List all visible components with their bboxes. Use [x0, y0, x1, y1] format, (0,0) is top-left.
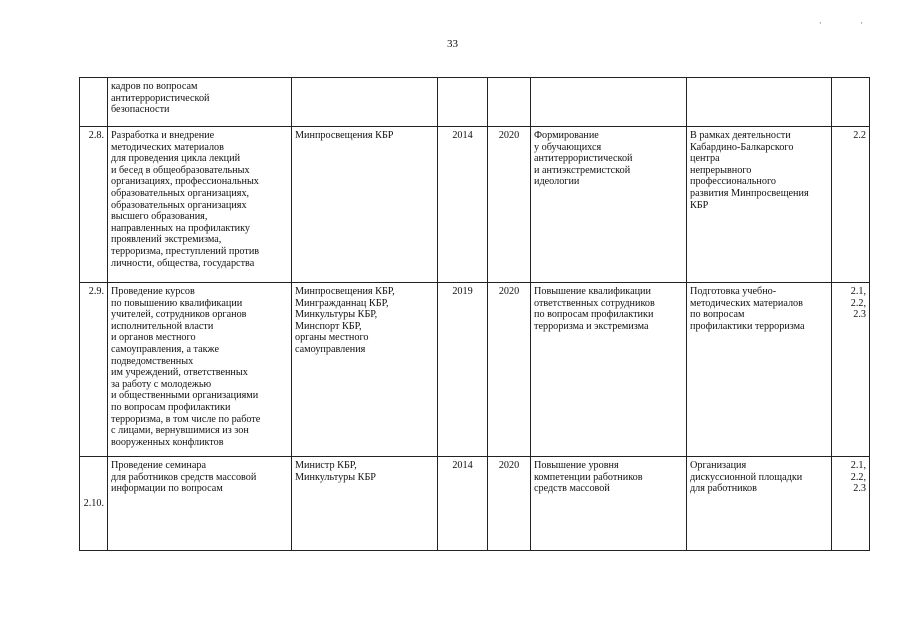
end-year-cell: 2020	[488, 457, 531, 551]
result-cell	[531, 78, 687, 127]
row-number: 2.8.	[80, 127, 108, 283]
table-row	[80, 127, 870, 283]
tasks-cell: 2.1, 2.2, 2.3	[832, 457, 870, 551]
executor-cell: Министр КБР, Минкультуры КБР	[292, 457, 438, 551]
page-number: 33	[447, 38, 458, 50]
action-plan-table	[79, 77, 870, 551]
indicator-cell: Организация дискуссионной площадки для работников	[687, 457, 832, 551]
action-cell: Проведение курсов по повышению квалификации учителей, сотрудников органов исполнительной власти и органов местного самоуправления, а также подведомственных им учреждений, ответственных за работу с молодежью и общественными организациями по вопросам профилактики терроризма, в том числе по работе с лицами, вернувшимися из зон вооруженных конфликтов	[108, 283, 292, 457]
result-cell: Повышение квалификации ответственных сотрудников по вопросам профилактики терроризма и экстремизма	[531, 283, 687, 457]
table-row	[80, 457, 870, 551]
result-cell: Формирование у обучающихся антитеррористической и антиэкстремистской идеологии	[531, 127, 687, 283]
tasks-cell: 2.2	[832, 127, 870, 283]
action-cell: Разработка и внедрение методических материалов для проведения цикла лекций и бесед в общеобразовательных организациях, профессиональных образовательных организациях, образовательных организациях высшего образования, направленных на профилактику проявлений экстремизма, терроризма, преступлений против личности, общества, государства	[108, 127, 292, 283]
start-year-cell: 2019	[438, 283, 488, 457]
action-cell: Проведение семинара для работников средств массовой информации по вопросам	[108, 457, 292, 551]
executor-cell	[292, 78, 438, 127]
start-year-cell: 2014	[438, 457, 488, 551]
executor-cell: Минпросвещения КБР, Мингражданнац КБР, Минкультуры КБР, Минспорт КБР, органы местного самоуправления	[292, 283, 438, 457]
start-year-cell	[438, 78, 488, 127]
scan-specks: · ·	[818, 18, 881, 28]
row-number	[80, 78, 108, 127]
row-number: 2.10.	[80, 457, 108, 551]
end-year-cell: 2020	[488, 283, 531, 457]
row-number: 2.9.	[80, 283, 108, 457]
indicator-cell: В рамках деятельности Кабардино-Балкарского центра непрерывного профессионального развития Минпросвещения КБР	[687, 127, 832, 283]
indicator-cell: Подготовка учебно- методических материалов по вопросам профилактики терроризма	[687, 283, 832, 457]
executor-cell: Минпросвещения КБР	[292, 127, 438, 283]
action-cell: кадров по вопросам антитеррористической безопасности	[108, 78, 292, 127]
start-year-cell: 2014	[438, 127, 488, 283]
end-year-cell: 2020	[488, 127, 531, 283]
table-row	[80, 283, 870, 457]
result-cell: Повышение уровня компетенции работников средств массовой	[531, 457, 687, 551]
table-row	[80, 78, 870, 127]
end-year-cell	[488, 78, 531, 127]
indicator-cell	[687, 78, 832, 127]
tasks-cell	[832, 78, 870, 127]
tasks-cell: 2.1, 2.2, 2.3	[832, 283, 870, 457]
